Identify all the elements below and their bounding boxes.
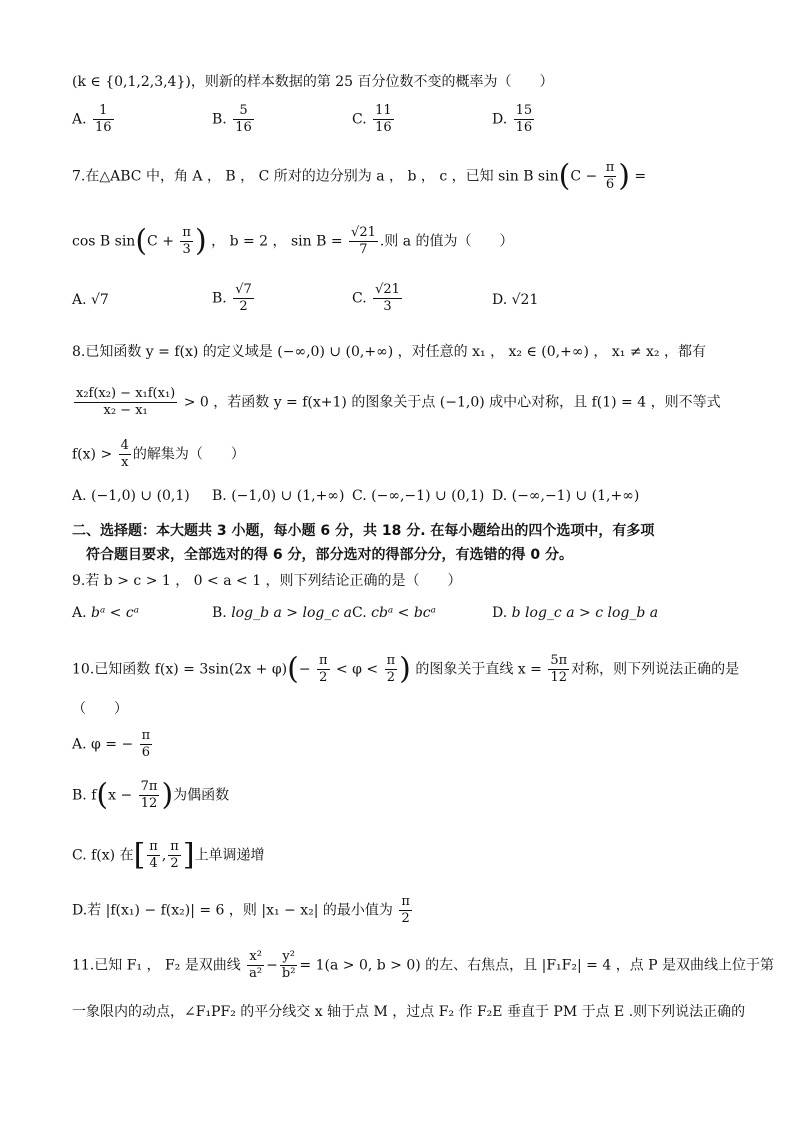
q10-option-c[interactable]: C. f(x) 在[ $\frac{\pi}{4}$ , $\frac{\pi}{2}$ ]上单调递增: [72, 837, 265, 873]
q10-option-d[interactable]: D.若 |f(x₁) − f(x₂)| = 6 ，则 |x₁ − x₂| 的最小值为 $\frac{\pi}{2}$: [72, 894, 410, 926]
q7-option-c[interactable]: C. $\frac{√21}{3}$: [352, 282, 400, 314]
q8-stem-line3: f(x) > $\frac{4}{x}$ 的解集为（ ）: [72, 438, 245, 470]
q6-option-c-fraction: $\frac{11}{16}$: [375, 103, 392, 135]
q8-stem-line1: 8.已知函数 y = f(x) 的定义域是 (−∞,0) ∪ (0,+∞) ，对任意的 x₁ ， x₂ ∈ (0,+∞) ， x₁ ≠ x₂ ，都有: [72, 344, 706, 360]
q7-pi-over-3: $\frac{\pi}{3}$: [182, 225, 191, 257]
q6-option-c[interactable]: C. $\frac{11}{16}$: [352, 103, 392, 135]
q6-option-a[interactable]: A. $\frac{1}{16}$: [72, 103, 112, 135]
q9-option-a[interactable]: A. bᵃ < cᵃ: [72, 605, 139, 621]
q11-stem-line1: 11.已知 F₁ ， F₂ 是双曲线 $\frac{\text{x²}}{\text{a²}}$ − $\frac{\text{y²}}{\text{b²}}$ = 1(a > 0, b > 0) 的左、右焦点，且 |F₁F₂| = 4 ，点 P 是双曲线上位于第: [72, 949, 775, 981]
q7-pi-over-6: $\frac{\pi}{6}$: [605, 160, 615, 192]
q8-option-a[interactable]: A. (−1,0) ∪ (0,1): [72, 488, 190, 504]
q6-option-d[interactable]: D. $\frac{15}{16}$: [492, 103, 533, 135]
q10-answer-paren: （ ）: [72, 701, 128, 717]
q9-stem: 9.若 b > c > 1 ， 0 < a < 1 ，则下列结论正确的是（ ）: [72, 573, 462, 589]
q8-option-b[interactable]: B. (−1,0) ∪ (1,+∞): [212, 488, 345, 504]
q9-option-d[interactable]: D. b log_c a > c log_b a: [492, 605, 659, 621]
q6-question: ，则新的样本数据的第 25 百分位数不变的概率为（ ）: [190, 74, 554, 90]
q10-stem: 10.已知函数 f(x) = 3sin(2x + φ)(− $\frac{\pi}{2}$ < φ < $\frac{\pi}{2}$ ) 的图象关于直线 x = $\frac{5\pi}{12}$ 对称，则下列说法正确的是: [72, 651, 740, 687]
q7-stem-line2: cos B sin(C + $\frac{\pi}{3}$ ) ， b = 2 ， sin B = $\frac{√21}{7}$ .则 a 的值为（ ）: [72, 223, 514, 259]
q6-stem-tail: [72, 72, 554, 92]
q6-option-b[interactable]: B. $\frac{5}{16}$: [212, 103, 252, 135]
q7-option-d[interactable]: D. √21: [492, 292, 539, 308]
q8-difference-quotient: $\frac{\text{x₂f(x₂) − x₁f(x₁)}}{\text{x₂ − x₁}}$: [76, 386, 176, 418]
q10-option-b[interactable]: B. f(x − $\frac{7\pi}{12}$ )为偶函数: [72, 777, 230, 813]
q8-option-c[interactable]: C. (−∞,−1) ∪ (0,1): [352, 488, 485, 504]
q6-condition: (k ∈ {0,1,2,3,4}): [72, 74, 191, 90]
q6-option-a-fraction: $\frac{1}{16}$: [95, 103, 112, 135]
q7-option-a[interactable]: A. √7: [72, 292, 109, 308]
q11-stem-line2: 一象限内的动点，∠F₁PF₂ 的平分线交 x 轴于点 M ，过点 F₂ 作 F₂E 垂直于 PM 于点 E .则下列说法正确的: [72, 1004, 746, 1020]
q9-option-c[interactable]: C. cbᵃ < bcᵃ: [352, 605, 436, 621]
q10-option-a[interactable]: A. φ = − $\frac{\pi}{6}$: [72, 728, 151, 760]
q7-stem-line1: 7.在△ABC 中，角 A ， B ， C 所对的边分别为 a ， b ， c ，已知 sin B sin(C − $\frac{\pi}{6}$ ) =: [72, 158, 647, 194]
q8-stem-line2: $\frac{\text{x₂f(x₂) − x₁f(x₁)}}{\text{x₂ − x₁}}$ > 0 ，若函数 y = f(x+1) 的图象关于点 (−1,0) 成中心对称，且 f(1) = 4 ，则不等式: [76, 386, 721, 418]
q8-option-d[interactable]: D. (−∞,−1) ∪ (1,+∞): [492, 488, 640, 504]
q9-option-b[interactable]: B. log_b a > log_c a: [212, 605, 352, 621]
q6-option-b-fraction: $\frac{5}{16}$: [235, 103, 252, 135]
q7-sinb-value: $\frac{√21}{7}$: [351, 225, 376, 257]
section-2-heading: 二、选择题：本大题共 3 小题，每小题 6 分，共 18 分. 在每小题给出的四个选项中，有多项: [72, 523, 655, 539]
q6-option-d-fraction: $\frac{15}{16}$: [515, 103, 533, 135]
section-2-instructions: 符合题目要求，全部选对的得 6 分，部分选对的得部分分，有选错的得 0 分。: [86, 547, 573, 563]
q7-option-b[interactable]: B. $\frac{√7}{2}$: [212, 282, 252, 314]
